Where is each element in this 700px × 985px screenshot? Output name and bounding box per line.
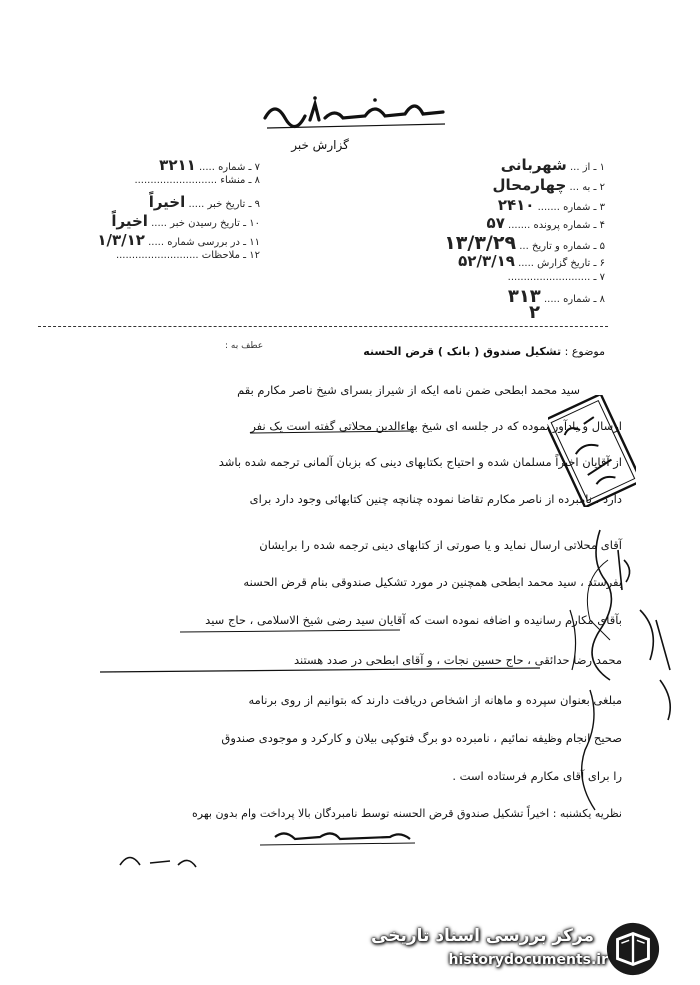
reference-label: عطف به : — [225, 341, 264, 351]
meta-left-1: ۷ ـ شماره ..... ۳۲۱۱ — [159, 156, 260, 174]
meta-left-3: ۹ ـ تاریخ خبر ..... اخیراً — [148, 193, 260, 211]
archive-url[interactable]: historydocuments.ir — [448, 952, 608, 968]
body-line-10: صحیح انجام وظیفه نمائیم ، نامبرده دو برگ فتوکپی بیلان و کارکرد و موجودی صندوق — [221, 731, 622, 745]
meta-left-6: ۱۲ ـ ملاحظات .......................... — [115, 250, 260, 261]
meta-right-2: ۲ ـ به ... چهارمحال — [492, 176, 605, 194]
closing-line: نظریه یکشنبه : اخیراً تشکیل صندوق قرض الحسنه توسط نامبردگان بالا پرداخت وام بدون بهره — [191, 807, 622, 820]
meta-right-3: ۳ ـ شماره ....... ۲۴۱۰ — [497, 196, 605, 214]
body-line-11: را برای آقای مکارم فرستاده است . — [452, 769, 622, 783]
body-line-9: مبلغی بعنوان سپرده و ماهانه از اشخاص دریافت دارند که بتوانیم از روی برنامه — [248, 693, 622, 707]
margin-handwriting — [560, 520, 690, 850]
meta-right-4: ۴ ـ شماره پرونده ....... ۵۷ — [486, 214, 605, 232]
meta-left-2: ۸ ـ منشاء .......................... — [134, 175, 260, 186]
meta-left-4: ۱۰ ـ تاریخ رسیدن خبر ..... اخیراً — [111, 212, 260, 230]
subject-line: موضوع : تشکیل صندوق ( بانک ) قرض الحسنه — [363, 345, 605, 358]
body-line-7: بآقای مکارم رسانیده و اضافه نموده است که آقایان سید رضی شیخ الاسلامی ، حاج سید — [205, 613, 622, 627]
closing-handwriting — [100, 825, 500, 885]
meta-left-5: ۱۱ ـ در بررسی شماره ..... ۱/۳/۱۲ — [97, 231, 260, 249]
body-line-8: محمد رضا حدائقی ، حاج حسین نجات ، و آقای ابطحی در صدد هستند — [293, 653, 622, 667]
body-line-4: دارد ، نامبرده از ناصر مکارم تقاضا نموده چنانچه چنین کتابهائی وجود دارد برای — [249, 492, 622, 506]
meta-right-7: ۷ ـ .......................... — [507, 272, 605, 283]
meta-right-1: ۱ ـ از ... شهربانی — [500, 156, 605, 174]
body-line-3: از آقایان اخیراً مسلمان شده و احتیاج بکتابهای دینی که بزبان آلمانی ترجمه شده باشد — [218, 455, 622, 469]
archive-name: مرکز بررسی اسناد تاریخی — [371, 926, 594, 946]
rotated-stamp — [548, 395, 636, 507]
meta-right-9: ۲ — [529, 302, 540, 323]
meta-right-5: ۵ ـ شماره و تاریخ ... ۱۳/۳/۲۹ — [444, 232, 605, 254]
meta-right-6: ۶ ـ تاریخ گزارش ..... ۵۲/۳/۱۹ — [458, 252, 605, 270]
meta-right-8: ۸ ـ شماره ..... ۳۱۳ — [507, 286, 605, 307]
body-line-6: بفرستد ، سید محمد ابطحی همچنین در مورد تشکیل صندوقی بنام قرض الحسنه — [243, 575, 622, 589]
body-line-5: آقای محلاتی ارسال نماید و یا صورتی از کتابهای دینی ترجمه شده را برایشان — [259, 538, 622, 552]
report-type: گزارش خبر — [291, 138, 349, 152]
body-line-1: سید محمد ابطحی ضمن نامه ایکه از شیراز بسرای شیخ ناصر مکارم بقم — [237, 383, 580, 397]
body-line-2: ارسال و یادآور نموده که در جلسه ای شیخ بهاءالدین محلاتی گفته است یک نفر — [250, 419, 622, 433]
archive-logo-icon — [604, 920, 662, 978]
